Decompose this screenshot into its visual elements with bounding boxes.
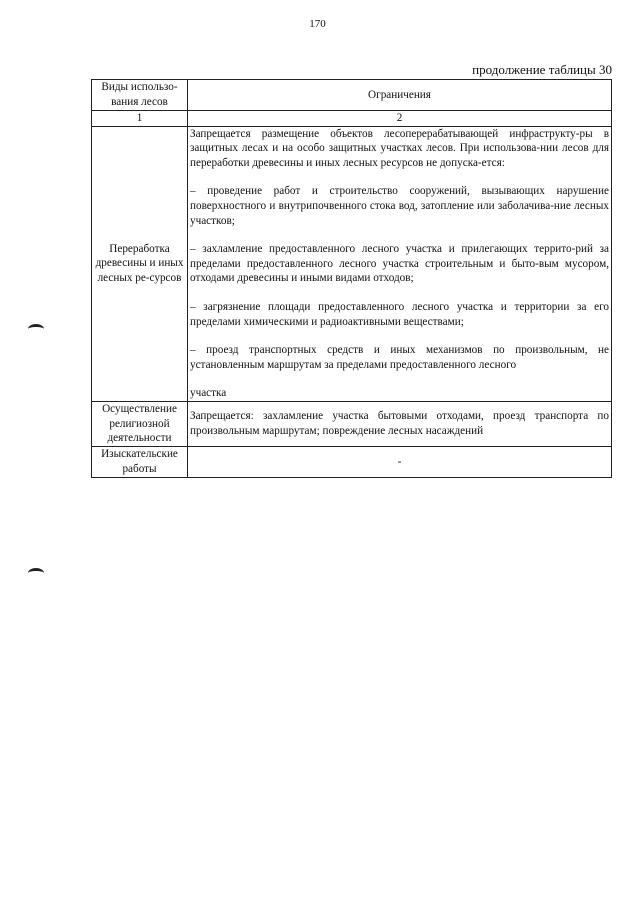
row-use-religious-activity: Осуществление религиозной деятельности — [92, 401, 188, 446]
restriction-paragraph: Запрещается размещение объектов лесоперерабатывающей инфраструкту-ры в защитных лесах и на особо защитных участках лесов. При использова-нии лесов для переработки древесины и иных лесных ресурсов не допуска-ется: — [190, 127, 609, 169]
restriction-paragraph: – проезд транспортных средств и иных механизмов по произвольным, не установленным маршрутам за пределами предоставленного лесного — [190, 344, 609, 371]
restriction-paragraph: – захламление предоставленного лесного участка и прилегающих террито-рий за пределами предоставленного лесного участка строительным и быто-вым мусором, отходами древесины и иными видами отходов; — [190, 243, 609, 285]
header-forest-use-type: Виды использо-вания лесов — [92, 80, 188, 111]
binding-hole-mark — [28, 324, 44, 334]
table-row — [92, 446, 612, 477]
page-number: 170 — [309, 18, 326, 30]
restriction-paragraph: – загрязнение площади предоставленного лесного участка и территории за его пределами химическими и радиоактивными веществами; — [190, 300, 609, 328]
column-number-2: 2 — [188, 111, 612, 127]
row-restrictions-religious-activity: Запрещается: захламление участка бытовыми отходами, проезд транспорта по произвольным маршрутам; повреждение лесных насаждений — [188, 401, 612, 446]
restrictions-table — [91, 79, 612, 478]
header-restrictions: Ограничения — [188, 80, 612, 111]
restriction-paragraph: – проведение работ и строительство сооружений, вызывающих нарушение поверхностного и внутрипочвенного стока вод, затопление или заболачива-ние лесных участков; — [190, 185, 609, 227]
row-use-wood-processing: Переработка древесины и иных лесных ре-сурсов — [92, 126, 188, 401]
row-restrictions-survey-works: - — [188, 446, 612, 477]
binding-hole-mark — [28, 568, 44, 578]
table-continuation-label: продолжение таблицы 30 — [472, 62, 612, 77]
restriction-paragraph: участка — [190, 387, 227, 400]
table-row — [92, 401, 612, 446]
row-restrictions-wood-processing — [188, 126, 612, 401]
column-number-row — [92, 111, 612, 127]
row-use-survey-works: Изыскательские работы — [92, 446, 188, 477]
column-number-1: 1 — [92, 111, 188, 127]
table-row — [92, 126, 612, 401]
table-header-row — [92, 80, 612, 111]
